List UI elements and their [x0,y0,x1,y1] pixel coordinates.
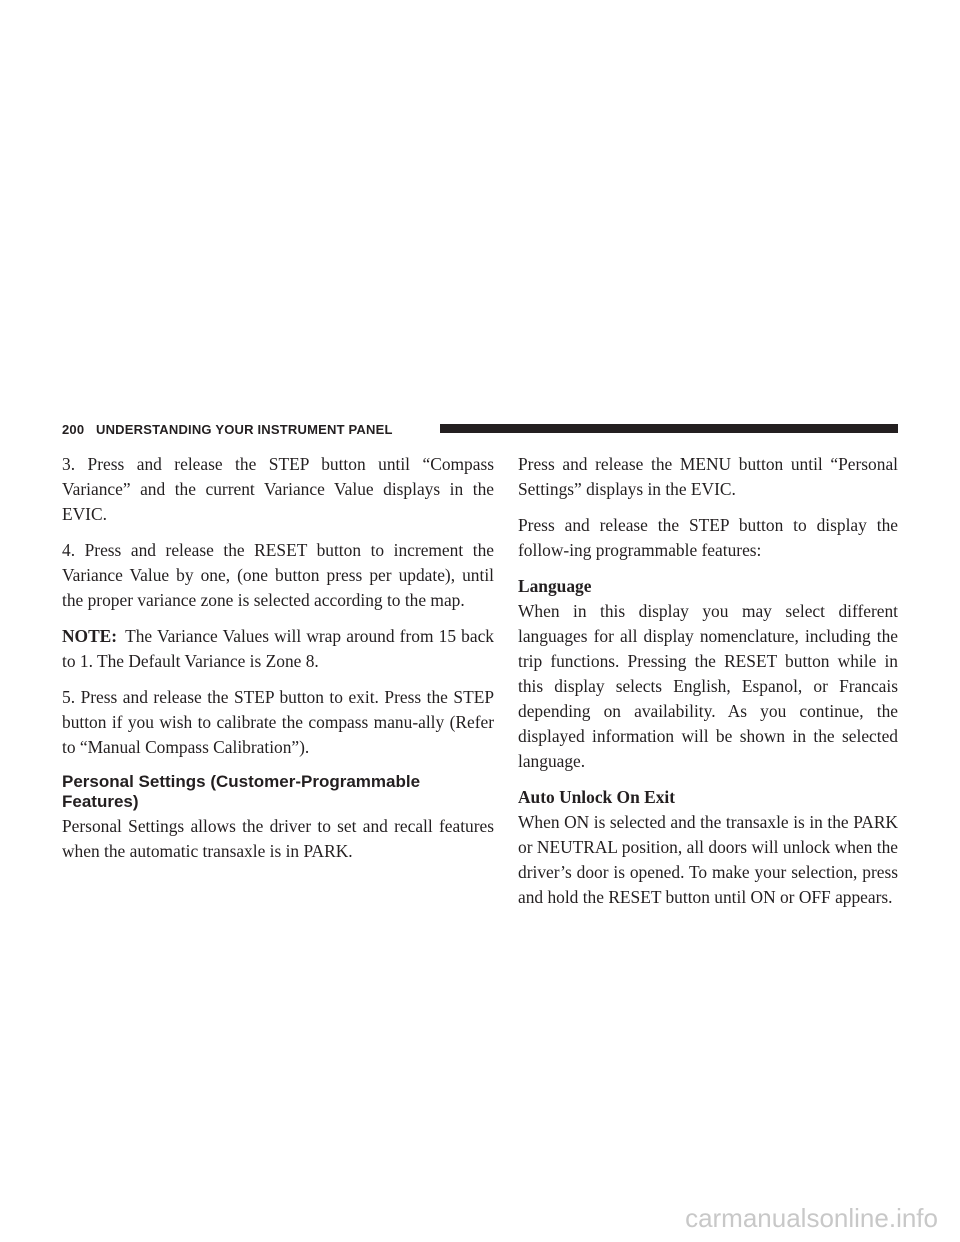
right-column [518,452,898,910]
section-heading: Personal Settings (Customer-Programmable Features) [62,772,421,811]
menu-paragraph: Press and release the MENU button until “Personal Settings” displays in the EVIC. [518,454,898,499]
section-title: UNDERSTANDING YOUR INSTRUMENT PANEL [96,422,393,437]
auto-unlock-text: When ON is selected and the transaxle is in the PARK or NEUTRAL position, all doors will unlock when the driver’s door is opened. To make your selection, press and hold the RESET button until ON or OFF appears. [518,812,898,907]
step-5-paragraph: 5. Press and release the STEP button to exit. Press the STEP button if you wish to calibrate the compass manu-ally (Refer to “Manual Compass Calibration”). [62,687,494,757]
page-header [62,420,898,438]
language-text: When in this display you may select different languages for all display nomenclature, including the trip functions. Pressing the RESET button while in this display selects English, Espanol, or Francais depending on availability. As you continue, the displayed information will be shown in the selected language. [518,601,898,771]
left-column [62,452,494,864]
page-number: 200 [62,422,85,437]
note-paragraph [62,624,494,674]
auto-unlock-heading: Auto Unlock On Exit [518,787,676,807]
step-3-paragraph: 3. Press and release the STEP button until “Compass Variance” and the current Variance Value displays in the EVIC. [62,454,494,524]
language-heading: Language [518,576,592,596]
note-text: The Variance Values will wrap around from 15 back to 1. The Default Variance is Zone 8. [62,626,494,671]
step-paragraph: Press and release the STEP button to display the follow-ing programmable features: [518,515,898,560]
step-4-paragraph: 4. Press and release the RESET button to increment the Variance Value by one, (one button press per update), until the proper variance zone is selected according to the map. [62,540,494,610]
watermark: carmanualsonline.info [685,1203,938,1233]
section-intro: Personal Settings allows the driver to set and recall features when the automatic transaxle is in PARK. [62,816,494,861]
note-label: NOTE: [62,626,118,646]
header-rule [440,424,898,433]
